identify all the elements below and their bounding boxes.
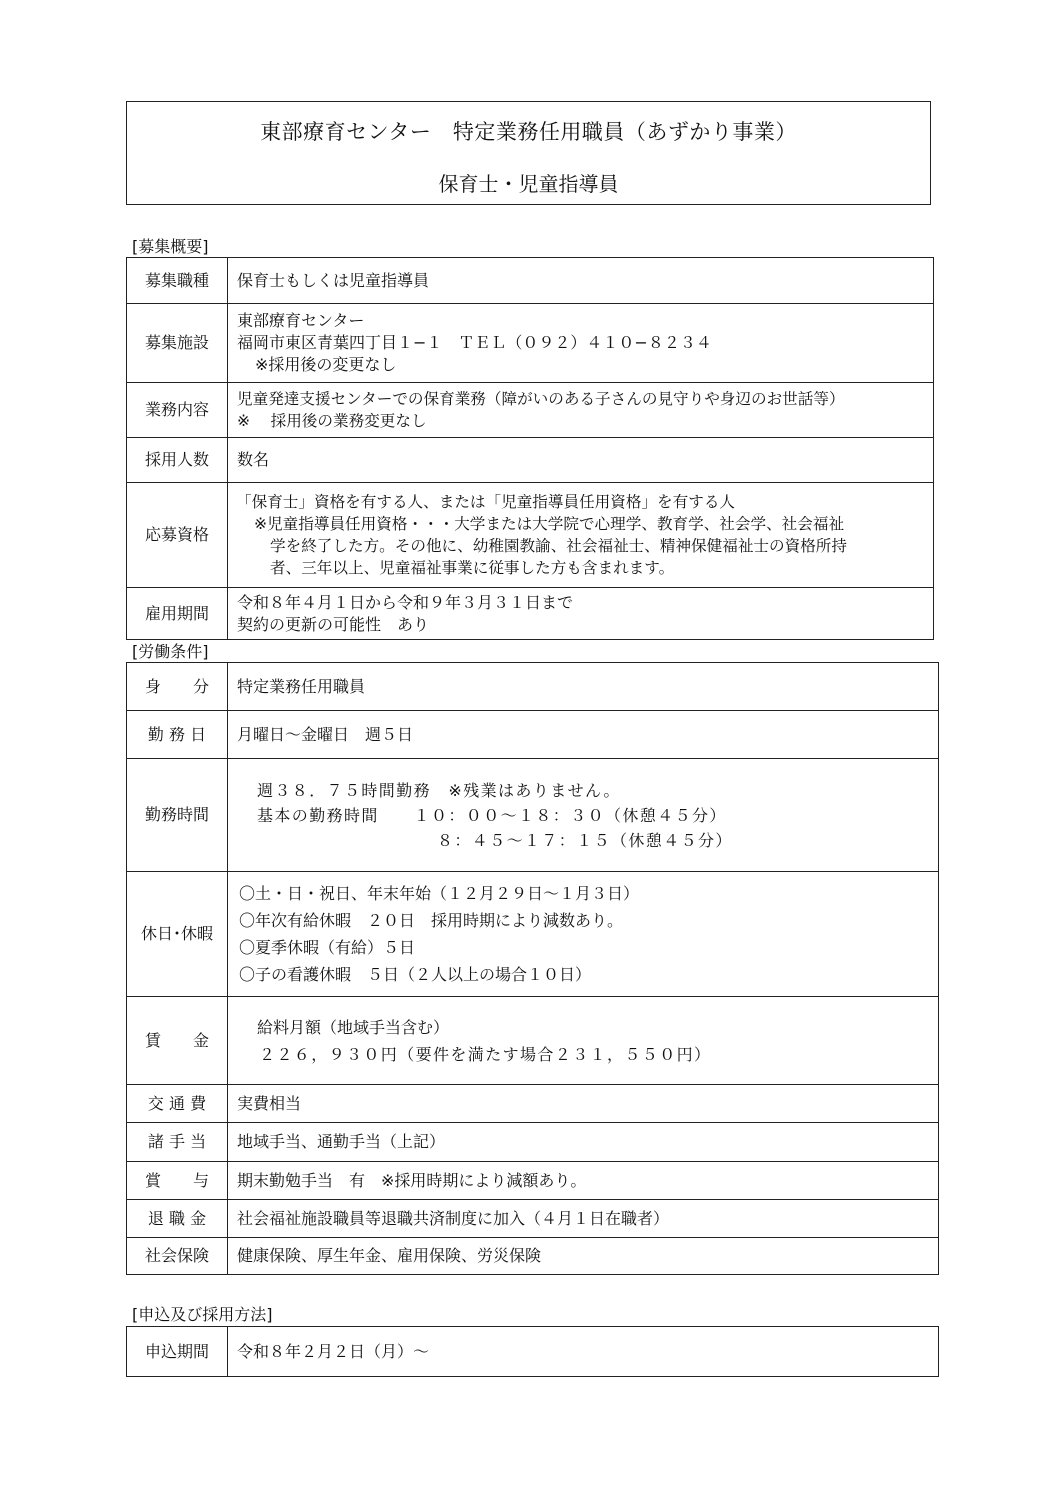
table-row (127, 1085, 939, 1123)
row-label: 雇用期間 (127, 588, 228, 640)
row-label: 勤務時間 (127, 759, 228, 872)
row-label: 休日･休暇 (127, 872, 228, 997)
qualification-line: 「保育士」資格を有する人、または「児童指導員任用資格」を有する人 (236, 493, 736, 511)
row-value: 健康保険、厚生年金、雇用保険、労災保険 (228, 1238, 939, 1275)
row-value: 令和８年２月２日（月）〜 (228, 1327, 939, 1377)
row-label: 交 通 費 (127, 1085, 228, 1123)
period-renewal: 契約の更新の可能性 あり (237, 614, 430, 634)
hours-alt: ８：４５〜１７：１５（休憩４５分） (437, 830, 733, 850)
row-label: 退 職 金 (127, 1200, 228, 1238)
row-label: 勤 務 日 (127, 711, 228, 759)
row-label: 社会保険 (127, 1238, 228, 1275)
table-row (127, 1238, 939, 1275)
row-value: 地域手当、通勤手当（上記） (228, 1123, 939, 1162)
row-label: 身 分 (127, 663, 228, 711)
table-row (127, 304, 934, 383)
row-value (228, 304, 934, 383)
row-label: 募集職種 (127, 258, 228, 304)
row-value (228, 483, 934, 588)
row-label: 業務内容 (127, 383, 228, 438)
qualification-note: 学を終了した方。その他に、幼稚園教諭、社会福祉士、精神保健福祉士の資格所持 (270, 537, 847, 555)
title-box (126, 101, 931, 205)
row-value: 保育士もしくは児童指導員 (228, 258, 934, 304)
table-row (127, 663, 939, 711)
row-label: 賞 与 (127, 1162, 228, 1200)
section-label-conditions: [労働条件] (132, 642, 209, 661)
hours-weekly: 週３８．７５時間勤務 ※残業はありません。 (257, 780, 621, 800)
facility-name: 東部療育センター (237, 311, 365, 330)
row-label: 申込期間 (127, 1327, 228, 1377)
duties-note: ※ 採用後の業務変更なし (237, 412, 427, 430)
page-subtitle: 保育士・児童指導員 (438, 172, 619, 196)
application-table (126, 1326, 939, 1377)
row-label: 賃 金 (127, 997, 228, 1085)
row-label: 応募資格 (127, 483, 228, 588)
table-row (127, 1327, 939, 1377)
row-value: 実費相当 (228, 1085, 939, 1123)
period-line: 令和８年４月１日から令和９年３月３１日まで (237, 592, 574, 612)
facility-address: 福岡市東区青葉四丁目１−１ ＴＥＬ（０９２）４１０−８２３４ (237, 333, 712, 352)
row-label: 採用人数 (127, 438, 228, 483)
row-label: 募集施設 (127, 304, 228, 383)
row-value (228, 997, 939, 1085)
row-value: 特定業務任用職員 (228, 663, 939, 711)
duties-line: 児童発達支援センターでの保育業務（障がいのある子さんの見守りや身辺のお世話等） (237, 390, 845, 408)
row-value (228, 759, 939, 872)
table-row (127, 1123, 939, 1162)
row-value: 期末勤勉手当 有 ※採用時期により減額あり。 (228, 1162, 939, 1200)
row-value (228, 872, 939, 997)
qualification-note: 者、三年以上、児童福祉事業に従事した方も含まれます。 (270, 559, 675, 577)
row-value: 数名 (228, 438, 934, 483)
table-row (127, 438, 934, 483)
table-row (127, 1162, 939, 1200)
page-title: 東部療育センター 特定業務任用職員（あずかり事業） (260, 120, 797, 144)
table-row (127, 711, 939, 759)
section-label-application: [申込及び採用方法] (132, 1305, 273, 1324)
table-row (127, 997, 939, 1085)
row-value (228, 588, 934, 640)
row-value (228, 383, 934, 438)
table-row (127, 258, 934, 304)
table-row (127, 872, 939, 997)
holiday-item: 〇年次有給休暇 ２０日 採用時期により減数あり。 (239, 911, 624, 930)
table-row (127, 483, 934, 588)
table-row (127, 383, 934, 438)
row-value: 社会福祉施設職員等退職共済制度に加入（４月１日在職者） (228, 1200, 939, 1238)
row-value: 月曜日〜金曜日 週５日 (228, 711, 939, 759)
recruitment-table (126, 257, 934, 640)
holiday-item: 〇子の看護休暇 ５日（２人以上の場合１０日） (239, 965, 592, 984)
facility-note: ※採用後の変更なし (255, 355, 397, 374)
section-label-recruitment: [募集概要] (132, 237, 209, 256)
conditions-table (126, 662, 939, 1275)
wage-amount: ２２６，９３０円（要件を満たす場合２３１，５５０円） (259, 1044, 712, 1064)
holiday-item: 〇土・日・祝日、年末年始（１２月２９日〜１月３日） (239, 884, 640, 903)
holiday-item: 〇夏季休暇（有給）５日 (239, 938, 416, 957)
row-label: 諸 手 当 (127, 1123, 228, 1162)
table-row (127, 1200, 939, 1238)
wage-heading: 給料月額（地域手当含む） (257, 1017, 450, 1037)
table-row (127, 588, 934, 640)
hours-standard: 基本の勤務時間 １０：００〜１８：３０（休憩４５分） (257, 805, 727, 825)
qualification-note: ※児童指導員任用資格・・・大学または大学院で心理学、教育学、社会学、社会福祉 (254, 515, 845, 533)
table-row (127, 759, 939, 872)
